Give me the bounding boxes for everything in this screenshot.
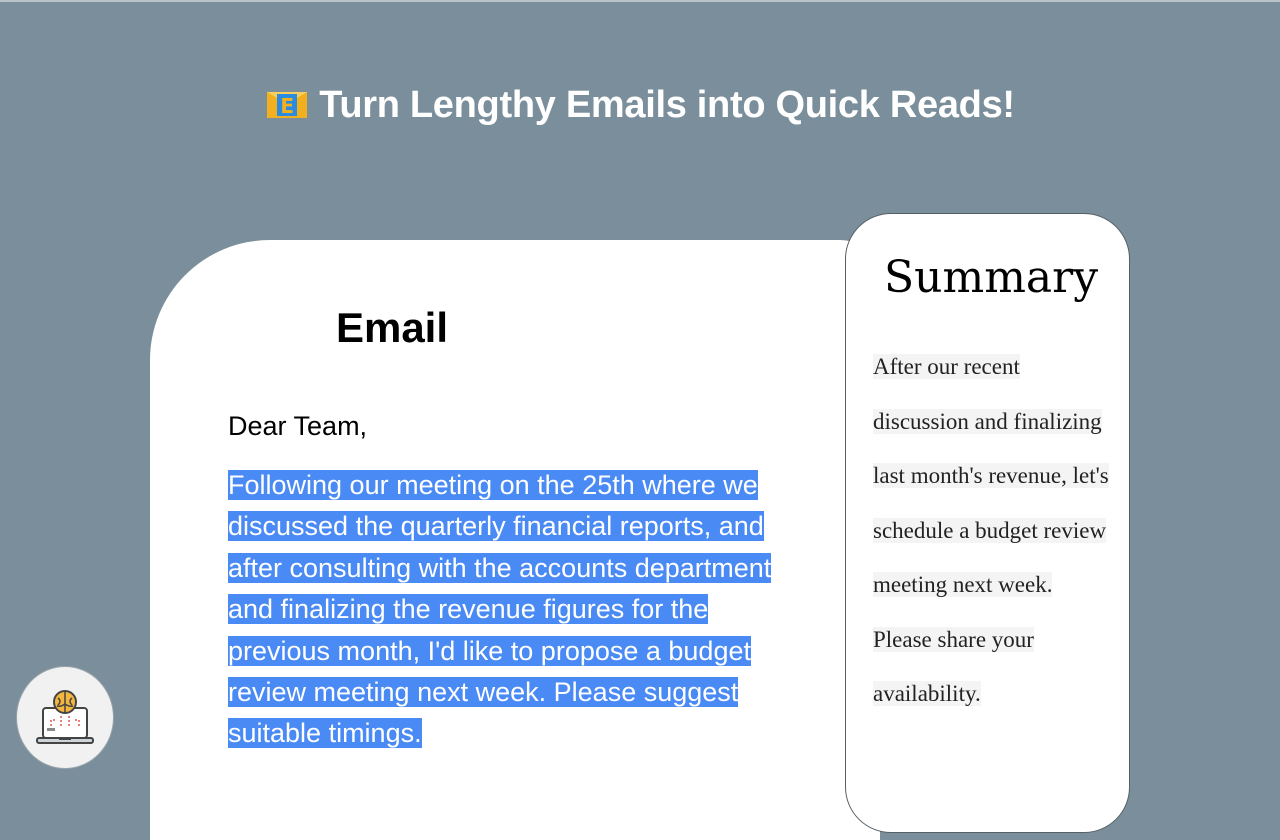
brain-laptop-icon <box>33 686 97 750</box>
email-salutation: Dear Team, <box>228 411 368 441</box>
page-title: Turn Lengthy Emails into Quick Reads! <box>319 84 1015 126</box>
summary-title: Summary <box>884 252 1099 303</box>
page-headline <box>0 84 1280 127</box>
e-mail-envelope-icon <box>265 87 309 119</box>
summary-text-content: After our recent discussion and finalizing last month's revenue, let's schedule a budget review meeting next week. Please share your availability. <box>873 354 1109 706</box>
top-border <box>0 0 1280 2</box>
assistant-avatar-button[interactable] <box>16 666 114 769</box>
svg-text:E: E <box>280 94 294 118</box>
email-body-text[interactable] <box>228 465 803 755</box>
email-body-selection[interactable]: Following our meeting on the 25th where we discussed the quarterly financial reports, and after consulting with the accounts department and finalizing the revenue figures for the previous month, I'd like to propose a budget review meeting next week. Please suggest suitable timings. <box>228 470 772 749</box>
summary-text <box>873 340 1113 722</box>
email-title: Email <box>335 304 449 351</box>
